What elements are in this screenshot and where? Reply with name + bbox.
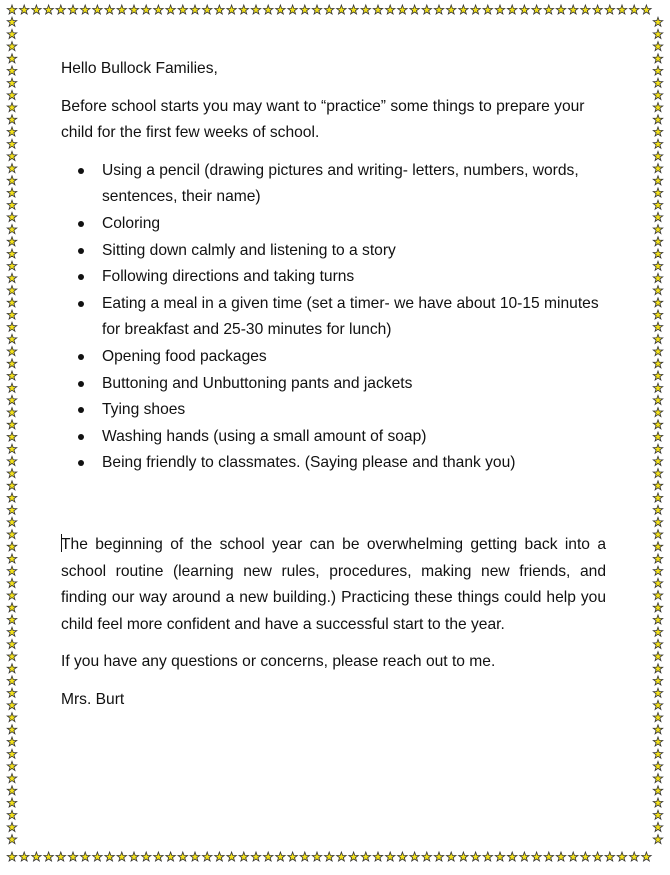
border-star [653, 237, 663, 246]
border-star [300, 852, 310, 861]
border-star [653, 639, 663, 648]
border-star [446, 5, 456, 14]
border-star [19, 5, 29, 14]
border-star [653, 371, 663, 380]
border-star [653, 603, 663, 612]
border-star [7, 310, 17, 319]
border-star [495, 852, 505, 861]
list-item: Using a pencil (drawing pictures and writing- letters, numbers, words, sentences, their name) [102, 158, 606, 211]
border-star [532, 5, 542, 14]
border-star [324, 5, 334, 14]
border-star [7, 200, 17, 209]
border-star [581, 852, 591, 861]
border-star [653, 395, 663, 404]
border-star [263, 852, 273, 861]
border-star [178, 5, 188, 14]
border-star [653, 139, 663, 148]
border-star [653, 151, 663, 160]
border-star [7, 530, 17, 539]
border-star [129, 5, 139, 14]
border-star [276, 5, 286, 14]
border-star [532, 852, 542, 861]
border-star [239, 852, 249, 861]
border-star [7, 261, 17, 270]
border-star [7, 383, 17, 392]
border-star [653, 188, 663, 197]
border-star [7, 188, 17, 197]
border-star [7, 566, 17, 575]
border-star [68, 5, 78, 14]
list-item: Coloring [102, 211, 606, 238]
border-star [105, 852, 115, 861]
border-star [312, 852, 322, 861]
border-star [471, 852, 481, 861]
border-star [7, 5, 17, 14]
border-star [495, 5, 505, 14]
border-star [56, 5, 66, 14]
border-star [581, 5, 591, 14]
border-star [653, 408, 663, 417]
list-item: Buttoning and Unbuttoning pants and jackets [102, 371, 606, 398]
letter [61, 56, 606, 724]
border-star [653, 542, 663, 551]
border-star [653, 90, 663, 99]
list-item: Being friendly to classmates. (Saying please and thank you) [102, 450, 606, 477]
border-star [105, 5, 115, 14]
body-paragraph [61, 532, 606, 638]
border-star [605, 852, 615, 861]
border-star [7, 713, 17, 722]
border-star [337, 5, 347, 14]
border-star [166, 5, 176, 14]
border-star [422, 852, 432, 861]
border-star [7, 652, 17, 661]
border-star [44, 852, 54, 861]
border-star [653, 29, 663, 38]
border-star [653, 115, 663, 124]
border-star [520, 852, 530, 861]
border-star [653, 810, 663, 819]
border-star [434, 852, 444, 861]
border-star [410, 852, 420, 861]
border-star [251, 5, 261, 14]
border-star [117, 852, 127, 861]
border-star [653, 127, 663, 136]
border-star [361, 852, 371, 861]
border-star [653, 835, 663, 844]
border-star [7, 139, 17, 148]
border-star [653, 78, 663, 87]
border-star [361, 5, 371, 14]
border-star [129, 852, 139, 861]
border-star [653, 383, 663, 392]
border-star [93, 852, 103, 861]
border-star [141, 5, 151, 14]
list-item: Eating a meal in a given time (set a timer- we have about 10-15 minutes for breakfast and 25-30 minutes for lunch) [102, 291, 606, 344]
border-star [93, 5, 103, 14]
border-star [653, 530, 663, 539]
border-star [629, 852, 639, 861]
border-star [276, 852, 286, 861]
border-star [459, 5, 469, 14]
border-star [653, 54, 663, 63]
list-item: Following directions and taking turns [102, 264, 606, 291]
border-star [7, 688, 17, 697]
border-star [7, 225, 17, 234]
border-star [544, 852, 554, 861]
border-star [154, 5, 164, 14]
border-star [653, 249, 663, 258]
border-star [653, 66, 663, 75]
border-star [653, 164, 663, 173]
list-item: Washing hands (using a small amount of soap) [102, 424, 606, 451]
border-star [653, 700, 663, 709]
border-star [337, 852, 347, 861]
border-star [7, 493, 17, 502]
border-star [7, 151, 17, 160]
border-star [398, 5, 408, 14]
border-star [629, 5, 639, 14]
border-star [300, 5, 310, 14]
border-star [7, 212, 17, 221]
border-star [617, 5, 627, 14]
border-star [7, 603, 17, 612]
border-star [7, 639, 17, 648]
border-star [7, 774, 17, 783]
border-star [7, 469, 17, 478]
border-star [7, 786, 17, 795]
border-star [373, 5, 383, 14]
border-star [7, 444, 17, 453]
border-star [7, 347, 17, 356]
border-star [653, 17, 663, 26]
border-star [7, 237, 17, 246]
border-star [653, 469, 663, 478]
border-star [653, 420, 663, 429]
border-star [7, 66, 17, 75]
border-star [117, 5, 127, 14]
border-star [7, 395, 17, 404]
border-star [507, 5, 517, 14]
border-star [7, 42, 17, 51]
border-star [7, 737, 17, 746]
border-star [568, 852, 578, 861]
border-star [7, 810, 17, 819]
intro-paragraph: Before school starts you may want to “practice” some things to prepare your child for the first few weeks of school. [61, 97, 585, 142]
border-star [7, 615, 17, 624]
border-star [154, 852, 164, 861]
border-star [459, 852, 469, 861]
border-star [653, 725, 663, 734]
border-star [7, 90, 17, 99]
border-star [7, 456, 17, 465]
border-star [653, 225, 663, 234]
border-star [653, 273, 663, 282]
body-text: The beginning of the school year can be overwhelming getting back into a school routine (learning new rules, procedures, making new friends, and finding our way around a new building.) Practicing these things could help you child feel more confident and have a successful start to the year. [61, 535, 606, 633]
border-star [483, 852, 493, 861]
border-star [263, 5, 273, 14]
border-star [653, 493, 663, 502]
border-star [190, 852, 200, 861]
border-star [7, 249, 17, 258]
border-star [653, 664, 663, 673]
border-star [7, 359, 17, 368]
border-star [215, 5, 225, 14]
border-star [324, 852, 334, 861]
border-star [7, 749, 17, 758]
border-star [7, 17, 17, 26]
border-star [653, 347, 663, 356]
border-star [471, 5, 481, 14]
border-star [7, 481, 17, 490]
border-star [7, 322, 17, 331]
border-star [7, 420, 17, 429]
border-star [410, 5, 420, 14]
border-star [349, 852, 359, 861]
border-star [7, 176, 17, 185]
border-star [166, 852, 176, 861]
border-star [227, 5, 237, 14]
border-star [141, 852, 151, 861]
border-star [7, 798, 17, 807]
border-star [7, 408, 17, 417]
border-star [653, 554, 663, 563]
border-star [239, 5, 249, 14]
border-star [653, 310, 663, 319]
border-star [653, 200, 663, 209]
border-star [80, 5, 90, 14]
border-star [483, 5, 493, 14]
border-star [653, 481, 663, 490]
border-star [349, 5, 359, 14]
border-star [653, 322, 663, 331]
border-star [80, 852, 90, 861]
border-star [7, 578, 17, 587]
border-star [653, 505, 663, 514]
border-star [653, 456, 663, 465]
border-star [653, 591, 663, 600]
border-star [446, 852, 456, 861]
border-star [68, 852, 78, 861]
border-star [7, 298, 17, 307]
border-star [653, 444, 663, 453]
border-star [653, 359, 663, 368]
border-star [653, 749, 663, 758]
border-star [19, 852, 29, 861]
border-star [653, 176, 663, 185]
border-star [653, 761, 663, 770]
border-star [32, 5, 42, 14]
list-item: Sitting down calmly and listening to a story [102, 238, 606, 265]
list-item: Tying shoes [102, 397, 606, 424]
border-star [653, 334, 663, 343]
border-star [653, 578, 663, 587]
border-star [520, 5, 530, 14]
border-star [288, 5, 298, 14]
spacer [61, 477, 606, 532]
border-star [7, 822, 17, 831]
border-star [653, 615, 663, 624]
border-star [7, 725, 17, 734]
border-star [653, 713, 663, 722]
border-star [7, 835, 17, 844]
border-star [7, 591, 17, 600]
border-star [7, 554, 17, 563]
border-star [227, 852, 237, 861]
border-star [653, 822, 663, 831]
border-star [568, 5, 578, 14]
border-star [653, 212, 663, 221]
border-star [653, 798, 663, 807]
border-star [653, 261, 663, 270]
border-star [7, 78, 17, 87]
border-star [373, 852, 383, 861]
border-star [7, 29, 17, 38]
border-star [7, 761, 17, 770]
border-star [32, 852, 42, 861]
signature: Mrs. Burt [61, 690, 125, 708]
border-star [653, 286, 663, 295]
border-star [7, 627, 17, 636]
border-star [593, 5, 603, 14]
border-star [215, 852, 225, 861]
border-star [56, 852, 66, 861]
border-star [653, 737, 663, 746]
border-star [605, 5, 615, 14]
border-star [7, 371, 17, 380]
border-star [7, 115, 17, 124]
border-star [202, 852, 212, 861]
border-star [7, 542, 17, 551]
border-star [7, 164, 17, 173]
border-star [398, 852, 408, 861]
border-star [44, 5, 54, 14]
border-star [312, 5, 322, 14]
border-star [7, 334, 17, 343]
border-star [385, 852, 395, 861]
border-star [422, 5, 432, 14]
border-star [434, 5, 444, 14]
border-star [653, 103, 663, 112]
border-star [7, 127, 17, 136]
border-star [7, 286, 17, 295]
border-star [385, 5, 395, 14]
greeting: Hello Bullock Families, [61, 60, 218, 77]
border-star [653, 652, 663, 661]
border-star [288, 852, 298, 861]
border-star [7, 852, 17, 861]
border-star [593, 852, 603, 861]
border-star [190, 5, 200, 14]
border-star [653, 432, 663, 441]
border-star [7, 54, 17, 63]
border-star [544, 5, 554, 14]
border-star [7, 700, 17, 709]
border-star [653, 566, 663, 575]
border-star [7, 505, 17, 514]
border-star [653, 676, 663, 685]
border-star [251, 852, 261, 861]
border-star [556, 5, 566, 14]
border-star [202, 5, 212, 14]
border-star [653, 774, 663, 783]
border-star [556, 852, 566, 861]
list-item: Opening food packages [102, 344, 606, 371]
border-star [653, 298, 663, 307]
border-star [7, 517, 17, 526]
border-star [507, 852, 517, 861]
border-star [7, 103, 17, 112]
border-star [617, 852, 627, 861]
border-star [642, 5, 652, 14]
border-star [7, 664, 17, 673]
border-star [653, 42, 663, 51]
border-star [7, 432, 17, 441]
border-star [653, 688, 663, 697]
border-star [653, 786, 663, 795]
border-star [7, 273, 17, 282]
border-star [653, 517, 663, 526]
practice-list [61, 158, 606, 477]
border-star [642, 852, 652, 861]
border-star [653, 627, 663, 636]
closing-line: If you have any questions or concerns, please reach out to me. [61, 653, 496, 671]
border-star [178, 852, 188, 861]
border-star [7, 676, 17, 685]
